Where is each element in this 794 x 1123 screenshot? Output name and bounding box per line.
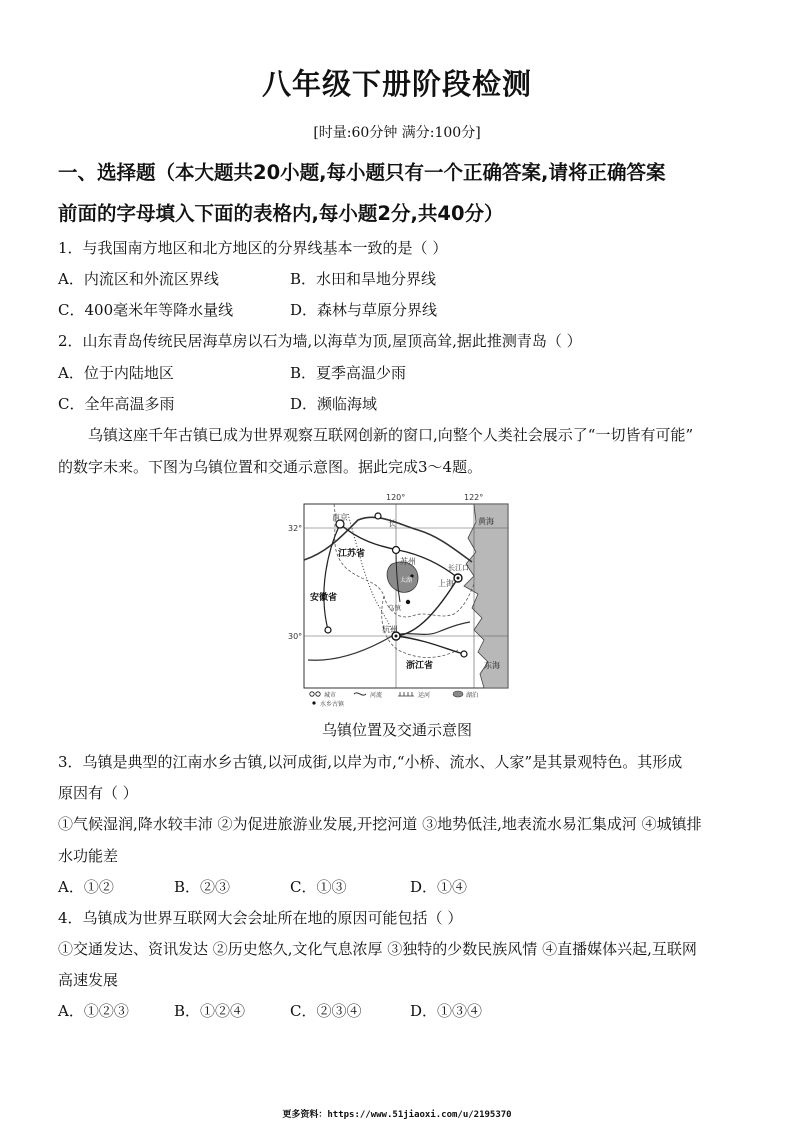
legend-town-label: 水乡古镇 xyxy=(320,701,345,708)
q4-items-line2: 高速发展 xyxy=(58,971,119,989)
q2-stem: 2．山东青岛传统民居海草房以石为墙,以海草为顶,屋顶高耸,据此推测青岛（ ） xyxy=(58,332,582,350)
legend-canal-label: 运河 xyxy=(418,692,431,699)
label-wuzhen: 乌镇 xyxy=(388,604,401,612)
q1-option-c: C．400毫米年等降水量线 xyxy=(58,301,234,319)
city-suzhou-marker xyxy=(393,547,400,554)
q3-stem-line2: 原因有（ ） xyxy=(58,784,138,802)
label-zhejiang: 浙江省 xyxy=(406,661,434,671)
q4-option-d: D．①③④ xyxy=(410,1002,483,1020)
q1-option-a: A．内流区和外流区界线 xyxy=(58,270,219,288)
q4-stem: 4．乌镇成为世界互联网大会会址所在地的原因可能包括（ ） xyxy=(58,909,463,927)
lon-label-122: 122° xyxy=(464,493,484,502)
wuzhen-marker xyxy=(406,600,410,604)
q1-option-b: B．水田和旱地分界线 xyxy=(290,270,437,288)
city-shanghai-dot xyxy=(457,577,460,580)
label-changjiangkou: 长江口 xyxy=(448,564,469,572)
label-nanjing: 南京 xyxy=(332,513,348,522)
label-taihu: 太湖 xyxy=(400,577,413,584)
passage-line1: 乌镇这座千年古镇已成为世界观察互联网创新的窗口,向整个人类社会展示了“一切皆有可能” xyxy=(88,426,694,444)
wuzhen-map-figure xyxy=(288,490,510,708)
label-suzhou: 苏州 xyxy=(400,557,416,566)
q1-option-d: D．森林与草原分界线 xyxy=(290,301,438,319)
lon-label-120: 120° xyxy=(386,493,406,502)
map-caption: 乌镇位置及交通示意图 xyxy=(321,721,472,739)
legend-town-icon xyxy=(312,701,315,704)
legend-city-label: 城市 xyxy=(324,692,337,699)
legend-lake-label: 湖泊 xyxy=(466,692,479,699)
lat-label-30: 30° xyxy=(288,632,303,641)
legend-river-icon xyxy=(354,693,366,695)
city-marker xyxy=(461,651,467,657)
q3-option-a: A．①② xyxy=(58,878,114,896)
lat-label-32: 32° xyxy=(288,524,303,533)
q4-option-a: A．①②③ xyxy=(58,1002,129,1020)
label-jiangsu: 江苏省 xyxy=(338,549,366,559)
footer-link-text: 更多资料：https://www.51jiaoxi.com/u/2195370 xyxy=(282,1110,512,1120)
exam-time-score: [时量:60分钟 满分:100分] xyxy=(313,125,481,141)
legend-lake-icon xyxy=(453,691,463,697)
q2-option-d: D．濒临海域 xyxy=(290,395,378,413)
q3-stem-line1: 3．乌镇是典型的江南水乡古镇,以河成街,以岸为市,“小桥、流水、人家”是其景观特色。其形成 xyxy=(58,753,683,771)
q2-option-b: B．夏季高温少雨 xyxy=(290,364,407,382)
q3-option-c: C．①③ xyxy=(290,878,347,896)
q1-stem: 1．与我国南方地区和北方地区的分界线基本一致的是（ ） xyxy=(58,239,448,257)
label-hangzhou: 杭州 xyxy=(382,625,398,634)
q3-items-line2: 水功能差 xyxy=(58,847,119,865)
section-title-line2: 前面的字母填入下面的表格内,每小题2分,共40分） xyxy=(58,202,504,225)
section-title-line1: 一、选择题（本大题共20小题,每小题只有一个正确答案,请将正确答案 xyxy=(58,161,666,184)
city-marker xyxy=(325,627,331,633)
page-title: 八年级下册阶段检测 xyxy=(261,67,532,101)
q4-option-c: C．②③④ xyxy=(290,1002,362,1020)
q2-option-c: C．全年高温多雨 xyxy=(58,395,175,413)
legend-river-label: 河流 xyxy=(370,692,383,699)
q3-items-line1: ①气候湿润,降水较丰沛 ②为促进旅游业发展,开挖河道 ③地势低洼,地表流水易汇集成河 ④城镇排 xyxy=(58,815,702,833)
passage-line2: 的数字未来。下图为乌镇位置和交通示意图。据此完成3～4题。 xyxy=(58,458,483,476)
q2-option-a: A．位于内陆地区 xyxy=(58,364,174,382)
label-huanghai: 黄海 xyxy=(478,517,494,526)
city-marker xyxy=(375,513,381,519)
label-shanghai: 上海 xyxy=(438,579,454,588)
q3-option-b: B．②③ xyxy=(174,878,231,896)
legend-city-icon xyxy=(316,692,320,696)
label-donghai: 东海 xyxy=(484,661,500,670)
q3-option-d: D．①④ xyxy=(410,878,468,896)
label-anhui: 安徽省 xyxy=(310,593,338,603)
q4-option-b: B．①②④ xyxy=(174,1002,246,1020)
legend-city-icon xyxy=(310,692,314,696)
q4-items-line1: ①交通发达、资讯发达 ②历史悠久,文化气息浓厚 ③独特的少数民族风情 ④直播媒体兴起,互联网 xyxy=(58,940,697,958)
legend-canal-icon xyxy=(398,692,414,696)
wuzhen-map xyxy=(288,490,510,708)
label-chang: 长 xyxy=(388,519,396,528)
city-hangzhou-dot xyxy=(395,635,398,638)
